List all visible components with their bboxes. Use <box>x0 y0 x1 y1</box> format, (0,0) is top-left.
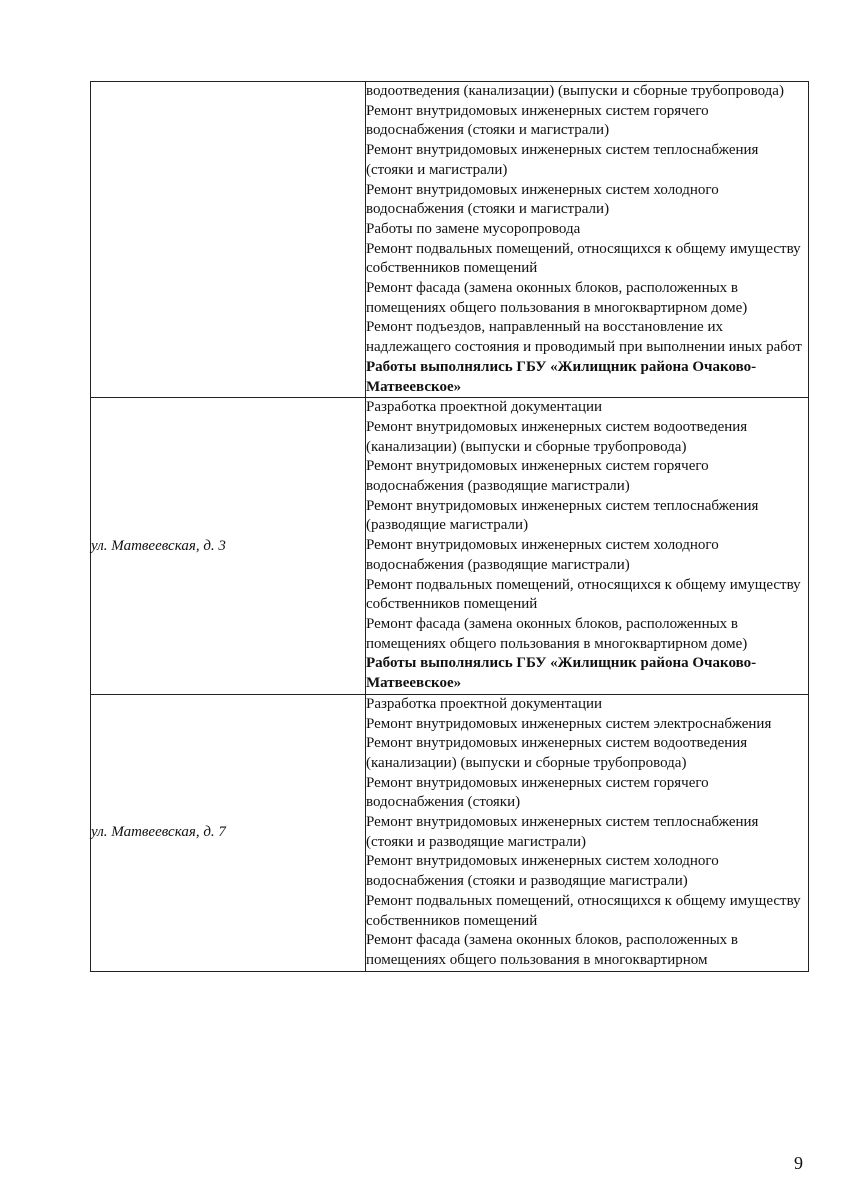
contractor-note: Работы выполнялись ГБУ «Жилищник района Очаково-Матвеевское» <box>366 655 757 692</box>
table-row <box>91 82 809 398</box>
work-item: Ремонт внутридомовых инженерных систем горячего водоснабжения (стояки) <box>366 774 709 811</box>
work-item: Разработка проектной документации <box>366 695 603 712</box>
work-item: Ремонт фасада (замена оконных блоков, расположенных в помещениях общего пользования в многоквартирном <box>366 932 739 968</box>
work-item: Ремонт внутридомовых инженерных систем электроснабжения <box>366 715 772 732</box>
address-cell <box>91 82 366 398</box>
address-cell: ул. Матвеевская, д. 7 <box>91 694 366 971</box>
work-item: Ремонт внутридомовых инженерных систем холодного водоснабжения (стояки и магистрали) <box>366 181 719 218</box>
work-item: Ремонт внутридомовых инженерных систем теплоснабжения (стояки и разводящие магистрали) <box>366 814 759 850</box>
work-item: Ремонт внутридомовых инженерных систем теплоснабжения (разводящие магистрали) <box>366 497 759 534</box>
work-item: Ремонт фасада (замена оконных блоков, расположенных в помещениях общего пользования в многоквартирном доме) <box>366 615 748 652</box>
work-item: Ремонт подъездов, направленный на восстановление их надлежащего состояния и проводимый при выполнении иных работ <box>366 319 802 356</box>
work-item: Ремонт подвальных помещений, относящихся к общему имуществу собственников помещений <box>366 240 801 277</box>
work-item: Ремонт внутридомовых инженерных систем горячего водоснабжения (стояки и магистрали) <box>366 102 709 139</box>
table-row <box>91 694 809 971</box>
works-table <box>90 81 809 972</box>
contractor-note: Работы выполнялись ГБУ «Жилищник района Очаково-Матвеевское» <box>366 358 757 395</box>
work-item: Ремонт внутридомовых инженерных систем горячего водоснабжения (разводящие магистрали) <box>366 458 709 495</box>
page-number: 9 <box>794 1153 803 1173</box>
work-item: водоотведения (канализации) (выпуски и сборные трубопровода) <box>366 83 784 99</box>
work-item: Ремонт внутридомовых инженерных систем водоотведения (канализации) (выпуски и сборные трубопровода) <box>366 418 748 455</box>
work-item: Ремонт внутридомовых инженерных систем холодного водоснабжения (стояки и разводящие магистрали) <box>366 853 719 890</box>
work-item: Разработка проектной документации <box>366 399 603 416</box>
work-item: Ремонт внутридомовых инженерных систем теплоснабжения (стояки и магистрали) <box>366 142 759 178</box>
table-row <box>91 398 809 695</box>
address-cell: ул. Матвеевская, д. 3 <box>91 398 366 695</box>
work-item: Ремонт фасада (замена оконных блоков, расположенных в помещениях общего пользования в многоквартирном доме) <box>366 280 748 316</box>
work-item: Ремонт внутридомовых инженерных систем водоотведения (канализации) (выпуски и сборные трубопровода) <box>366 735 748 771</box>
work-item: Ремонт подвальных помещений, относящихся к общему имуществу собственников помещений <box>366 576 801 613</box>
works-cell <box>366 694 809 971</box>
work-item: Работы по замене мусоропровода <box>366 220 581 237</box>
work-item: Ремонт подвальных помещений, относящихся к общему имуществу собственников помещений <box>366 892 801 929</box>
work-item: Ремонт внутридомовых инженерных систем холодного водоснабжения (разводящие магистрали) <box>366 537 719 573</box>
works-cell <box>366 398 809 695</box>
works-cell <box>366 82 809 398</box>
